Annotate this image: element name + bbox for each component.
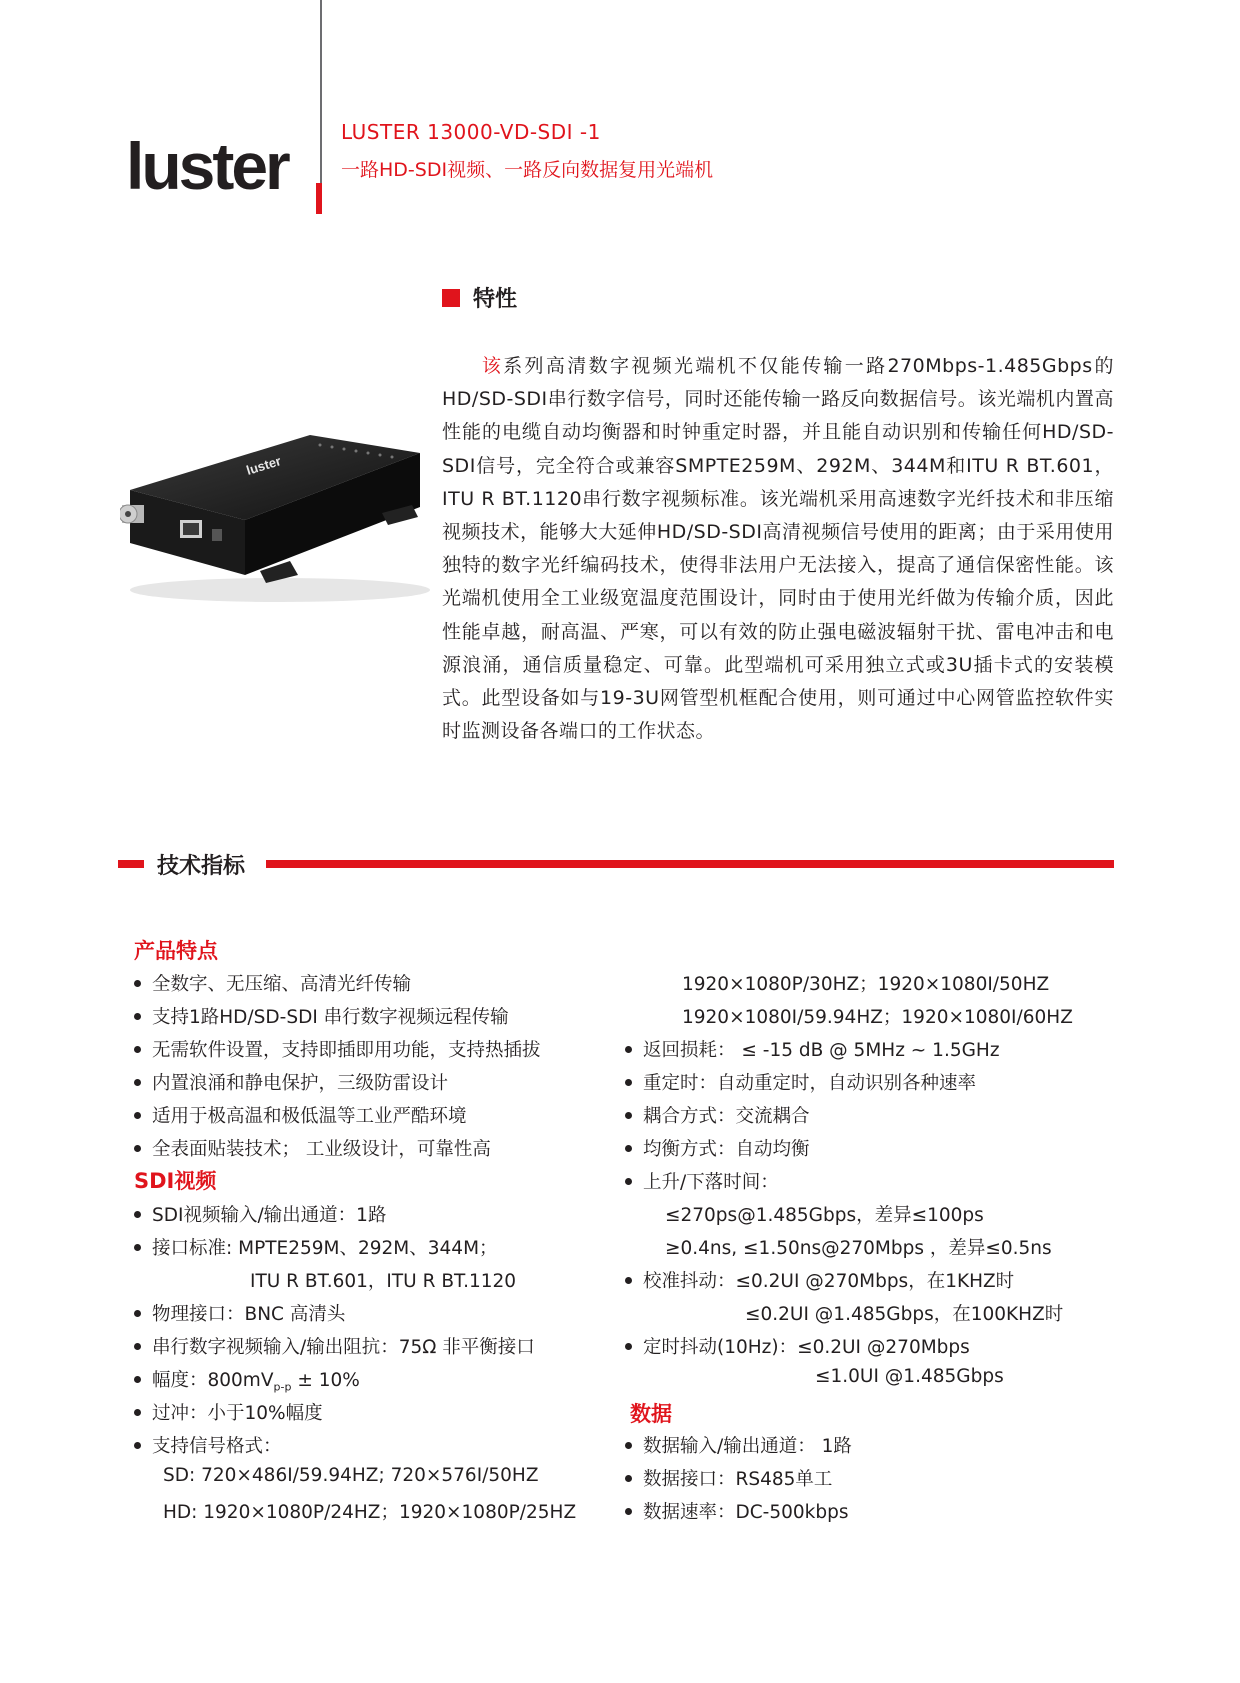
list-item: 适用于极高温和极低温等工业严酷环境 bbox=[134, 1102, 467, 1128]
product-subtitle: 一路HD-SDI视频、一路反向数据复用光端机 bbox=[341, 159, 714, 181]
bullet-icon bbox=[134, 1244, 141, 1251]
list-item: 重定时：自动重定时，自动识别各种速率 bbox=[625, 1069, 976, 1095]
list-item: 支持信号格式： bbox=[134, 1432, 282, 1458]
bullet-icon bbox=[134, 1079, 141, 1086]
bullet-icon bbox=[625, 1178, 632, 1185]
bullet-icon bbox=[134, 1112, 141, 1119]
list-item: 定时抖动(10Hz)：≤0.2UI @270Mbps bbox=[625, 1333, 970, 1359]
rise-fall-detail: ≥0.4ns, ≤1.50ns@270Mbps ，差异≤0.5ns bbox=[665, 1238, 1052, 1259]
bullet-icon bbox=[134, 1145, 141, 1152]
sdi-heading: SDI视频 bbox=[134, 1169, 217, 1193]
list-item: 接口标准: MPTE259M、292M、344M； bbox=[134, 1234, 498, 1260]
brand-logo: luster bbox=[126, 129, 288, 203]
bullet-icon bbox=[625, 1343, 632, 1350]
bullet-icon bbox=[625, 1046, 632, 1053]
device-image bbox=[120, 425, 430, 615]
bullet-icon bbox=[134, 1013, 141, 1020]
bullet-icon bbox=[134, 1409, 141, 1416]
bullet-icon bbox=[625, 1079, 632, 1086]
bullet-icon bbox=[625, 1145, 632, 1152]
description-body: 系列高清数字视频光端机不仅能传输一路270Mbps-1.485Gbps的HD/SD-SDI串行数字信号，同时还能传输一路反向数据信号。该光端机内置高性能的电缆自动均衡器和时钟重定时器，并且能自动识别和传输任何HD/SD-SDI信号，完全符合或兼容SMPTE259M、292M、344M和ITU R BT.601， ITU R BT.1120串行数字视频标准。该光端机采用高速数字光纤技术和非压缩视频技术，能够大大延伸HD/SD-SDI高清视频信号使用的距离；由于采用使用独特的数字光纤编码技术，使得非法用户无法接入，提高了通信保密性能。该光端机使用全工业级宽温度范围设计，同时由于使用光纤做为传输介质，因此性能卓越，耐高温、严寒，可以有效的防止强电磁波辐射干扰、雷电冲击和电源浪涌，通信质量稳定、可靠。此型端机可采用独立式或3U插卡式的安装模式。此型设备如与19-3U网管型机框配合使用，则可通过中心网管监控软件实时监测设备各端口的工作状态。 bbox=[442, 355, 1114, 743]
list-item: 返回损耗： ≤ -15 dB @ 5MHz ~ 1.5GHz bbox=[625, 1036, 1000, 1062]
product-features-heading: 产品特点 bbox=[134, 939, 218, 963]
rise-fall-detail: ≤270ps@1.485Gbps，差异≤100ps bbox=[665, 1205, 984, 1226]
list-item: 数据速率：DC-500kbps bbox=[625, 1498, 849, 1524]
list-item: 全数字、无压缩、高清光纤传输 bbox=[134, 970, 411, 996]
list-item: 上升/下落时间： bbox=[625, 1168, 779, 1194]
list-item: 内置浪涌和静电保护，三级防雷设计 bbox=[134, 1069, 448, 1095]
header-divider bbox=[320, 0, 322, 214]
list-item: SDI视频输入/输出通道：1路 bbox=[134, 1201, 386, 1227]
list-item: 物理接口：BNC 高清头 bbox=[134, 1300, 345, 1326]
device-logo: luster bbox=[244, 453, 283, 478]
list-item: 数据接口：RS485单工 bbox=[625, 1465, 832, 1491]
format-hd: HD: 1920×1080P/24HZ；1920×1080P/25HZ bbox=[163, 1502, 577, 1523]
bullet-icon bbox=[134, 1211, 141, 1218]
bullet-icon bbox=[625, 1475, 632, 1482]
format-sd: SD: 720×486I/59.94HZ; 720×576I/50HZ bbox=[163, 1465, 539, 1486]
bullet-icon bbox=[134, 1046, 141, 1053]
list-item: 幅度：$800mV_{p-p} \pm 10\%$ bbox=[134, 1366, 360, 1394]
data-heading: 数据 bbox=[630, 1402, 672, 1426]
list-item: 耦合方式：交流耦合 bbox=[625, 1102, 810, 1128]
bullet-icon bbox=[625, 1112, 632, 1119]
list-item: 串行数字视频输入/输出阻抗：75Ω 非平衡接口 bbox=[134, 1333, 535, 1359]
format-hd-cont: 1920×1080P/30HZ；1920×1080I/50HZ bbox=[682, 974, 1050, 995]
features-title: 特性 bbox=[473, 287, 518, 312]
interface-continuation: ITU R BT.601，ITU R BT.1120 bbox=[250, 1271, 517, 1292]
product-model: LUSTER 13000-VD-SDI -1 bbox=[341, 120, 601, 144]
section-marker-icon bbox=[442, 289, 460, 307]
lead-char: 该 bbox=[480, 355, 504, 377]
bullet-icon bbox=[625, 1442, 632, 1449]
bullet-icon bbox=[134, 1343, 141, 1350]
bullet-icon bbox=[134, 1376, 141, 1383]
align-jitter-detail: ≤0.2UI @1.485Gbps，在100KHZ时 bbox=[745, 1304, 1064, 1325]
list-item: 均衡方式：自动均衡 bbox=[625, 1135, 810, 1161]
list-item: 数据输入/输出通道： 1路 bbox=[625, 1432, 852, 1458]
spec-bar-right bbox=[266, 860, 1114, 868]
spec-bar-left bbox=[118, 860, 144, 868]
format-hd-cont: 1920×1080I/59.94HZ；1920×1080I/60HZ bbox=[682, 1007, 1073, 1028]
bullet-icon bbox=[625, 1277, 632, 1284]
specs-title: 技术指标 bbox=[157, 854, 246, 879]
list-item: 过冲：小于10%幅度 bbox=[134, 1399, 323, 1425]
bullet-icon bbox=[134, 1310, 141, 1317]
list-item: 全表面贴装技术； 工业级设计，可靠性高 bbox=[134, 1135, 491, 1161]
features-description bbox=[442, 350, 1114, 748]
list-item: 支持1路HD/SD-SDI 串行数字视频远程传输 bbox=[134, 1003, 509, 1029]
list-item: 无需软件设置，支持即插即用功能，支持热插拔 bbox=[134, 1036, 541, 1062]
bullet-icon bbox=[134, 1442, 141, 1449]
list-item: 校准抖动：≤0.2UI @270Mbps，在1KHZ时 bbox=[625, 1267, 1014, 1293]
header-divider-accent bbox=[316, 183, 322, 214]
bullet-icon bbox=[625, 1508, 632, 1515]
bullet-icon bbox=[134, 980, 141, 987]
timing-jitter-detail: ≤1.0UI @1.485Gbps bbox=[815, 1366, 1004, 1387]
